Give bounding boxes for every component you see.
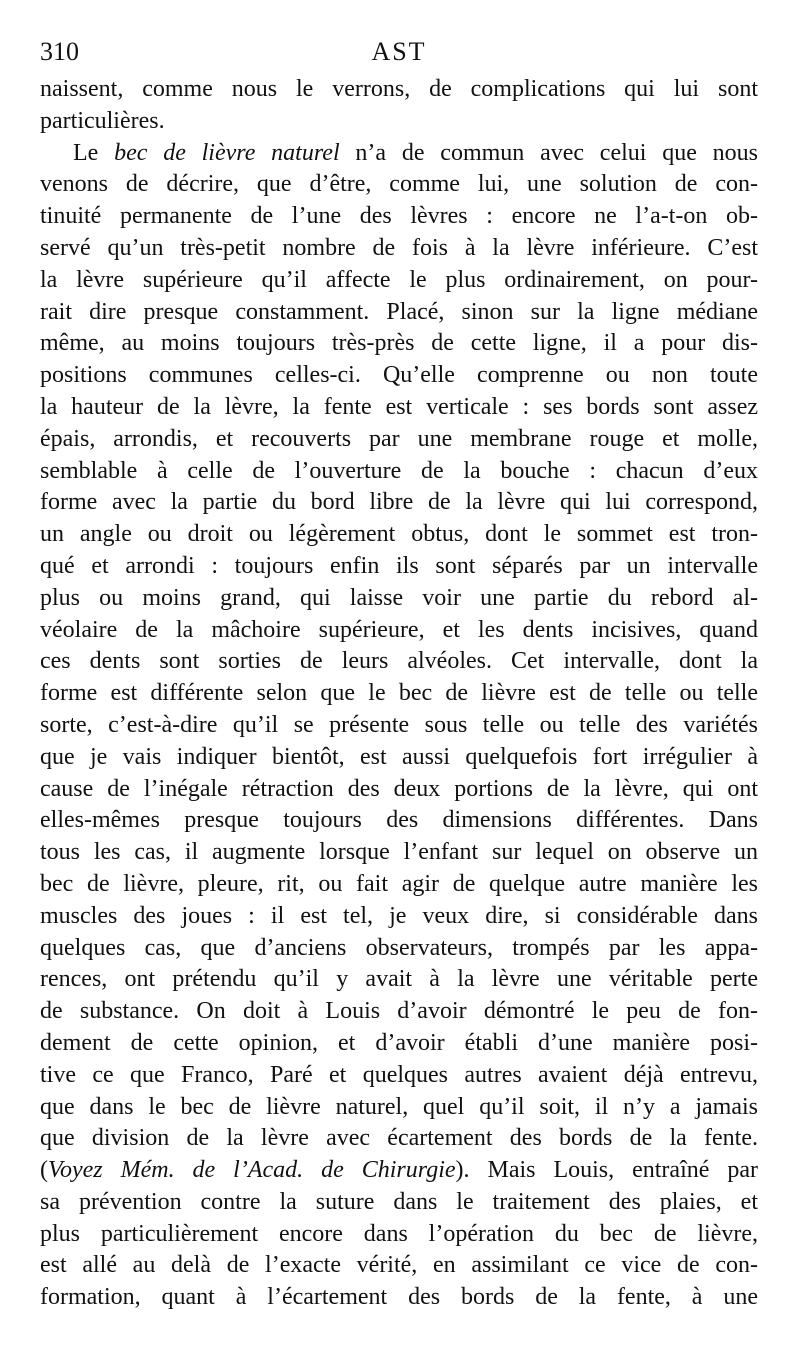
text-run: ). Mais Louis, entraîné par	[455, 1157, 758, 1184]
running-head-title: AST	[371, 37, 427, 66]
text-line: plus ou moins grand, qui laisse voir une partie du rebord al-	[40, 584, 758, 611]
italic-citation: Voyez Mém. de l’Acad. de Chirurgie	[48, 1157, 456, 1184]
text-line: rences, ont prétendu qu’il y avait à la lèvre une véritable perte	[40, 966, 758, 993]
text-run: n’a de commun avec celui que nous	[339, 139, 758, 166]
text-line: muscles des joues : il est tel, je veux dire, si considérable dans	[40, 902, 758, 929]
text-line: particulières.	[40, 107, 165, 134]
paragraph-first-line	[40, 138, 758, 170]
text-line: qué et arrondi : toujours enfin ils sont séparés par un intervalle	[40, 552, 758, 579]
text-line: quelques cas, que d’anciens observateurs, trompés par les appa-	[40, 934, 758, 961]
text-line: que dans le bec de lièvre naturel, quel qu’il soit, il n’y a jamais	[40, 1093, 758, 1120]
book-page	[40, 30, 758, 1314]
text-line: tinuité permanente de l’une des lèvres : encore ne l’a-t-on ob-	[40, 203, 758, 230]
body-text	[40, 74, 758, 1314]
text-line: de substance. On doit à Louis d’avoir démontré le peu de fon-	[40, 998, 758, 1025]
text-line: même, au moins toujours très-près de cette ligne, il a pour dis-	[40, 330, 758, 357]
text-line: véolaire de la mâchoire supérieure, et les dents incisives, quand	[40, 616, 758, 643]
citation-line	[40, 1155, 758, 1187]
text-line: venons de décrire, que d’être, comme lui, une solution de con-	[40, 171, 758, 198]
text-line: épais, arrondis, et recouverts par une membrane rouge et molle,	[40, 425, 758, 452]
text-line: ces dents sont sorties de leurs alvéoles. Cet intervalle, dont la	[40, 648, 758, 675]
text-line: tous les cas, il augmente lorsque l’enfant sur lequel on observe un	[40, 839, 758, 866]
text-line: servé qu’un très-petit nombre de fois à la lèvre inférieure. C’est	[40, 234, 758, 261]
text-line: semblable à celle de l’ouverture de la bouche : chacun d’eux	[40, 457, 758, 484]
text-line: plus particulièrement encore dans l’opération du bec de lièvre,	[40, 1220, 758, 1247]
text-line: sa prévention contre la suture dans le traitement des plaies, et	[40, 1188, 758, 1215]
running-head	[40, 30, 758, 74]
text-line: la lèvre supérieure qu’il affecte le plus ordinairement, on pour-	[40, 266, 758, 293]
text-line: est allé au delà de l’exacte vérité, en assimilant ce vice de con-	[40, 1252, 758, 1279]
text-line: un angle ou droit ou légèrement obtus, dont le sommet est tron-	[40, 521, 758, 548]
text-line: formation, quant à l’écartement des bords de la fente, à une	[40, 1284, 758, 1311]
text-run: Le	[73, 139, 115, 166]
text-line: rait dire presque constamment. Placé, sinon sur la ligne médiane	[40, 298, 758, 325]
text-line: bec de lièvre, pleure, rit, ou fait agir de quelque autre manière les	[40, 870, 758, 897]
text-line: sorte, c’est-à-dire qu’il se présente sous telle ou telle des variétés	[40, 711, 758, 738]
text-line: que division de la lèvre avec écartement des bords de la fente.	[40, 1125, 758, 1152]
text-line: positions communes celles-ci. Qu’elle comprenne ou non toute	[40, 362, 758, 389]
text-line: elles-mêmes presque toujours des dimensions différentes. Dans	[40, 807, 758, 834]
text-line: forme avec la partie du bord libre de la lèvre qui lui correspond,	[40, 489, 758, 516]
italic-term: bec de lièvre naturel	[114, 139, 340, 166]
text-line: que je vais indiquer bientôt, est aussi quelquefois fort irrégulier à	[40, 743, 758, 770]
text-line: dement de cette opinion, et d’avoir établi d’une manière posi-	[40, 1029, 758, 1056]
text-line: naissent, comme nous le verrons, de complications qui lui sont	[40, 76, 758, 102]
text-line: la hauteur de la lèvre, la fente est verticale : ses bords sont assez	[40, 393, 758, 420]
text-line: forme est différente selon que le bec de lièvre est de telle ou telle	[40, 680, 758, 707]
text-line: cause de l’inégale rétraction des deux portions de la lèvre, qui ont	[40, 775, 758, 802]
page-number: 310	[40, 37, 79, 66]
text-line: tive ce que Franco, Paré et quelques autres avaient déjà entrevu,	[40, 1061, 758, 1088]
text-run: (	[40, 1157, 48, 1184]
